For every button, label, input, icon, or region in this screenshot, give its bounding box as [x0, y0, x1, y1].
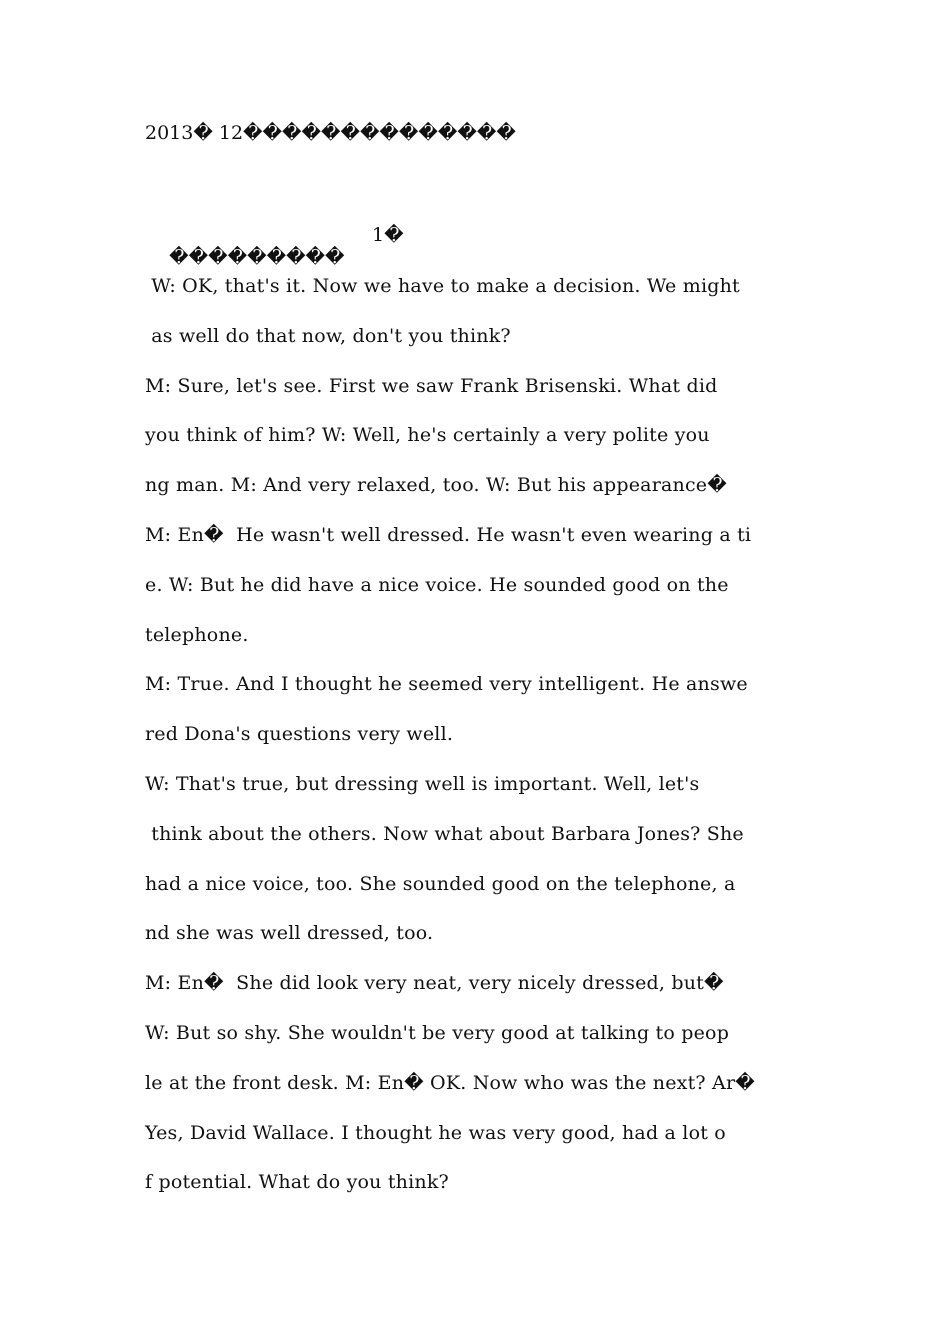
document-heading: 2013� 12�������������� [145, 122, 516, 144]
transcript-line: f potential. What do you think? [145, 1171, 449, 1194]
transcript-line: M: En� She did look very neat, very nicely dressed, but� [145, 972, 724, 995]
transcript-line: W: But so shy. She wouldn't be very good at talking to peop [145, 1021, 730, 1044]
transcript-line: red Dona's questions very well. [145, 723, 454, 746]
transcript-line: had a nice voice, too. She sounded good on the telephone, a [145, 872, 736, 895]
transcript-line: Yes, David Wallace. I thought he was very good, had a lot o [145, 1121, 726, 1144]
transcript-line: telephone. [145, 623, 249, 646]
section-number: 1� [372, 224, 404, 246]
transcript-line: le at the front desk. M: En� OK. Now who was the next? Ar� [145, 1071, 755, 1094]
transcript-line: as well do that now, don't you think? [145, 324, 511, 347]
transcript-line: think about the others. Now what about Barbara Jones? She [145, 822, 744, 845]
transcript-line: M: Sure, let's see. First we saw Frank Brisenski. What did [145, 374, 718, 397]
transcript-line: nd she was well dressed, too. [145, 922, 434, 945]
transcript-body [145, 273, 815, 1219]
transcript-line: you think of him? W: Well, he's certainly a very polite you [145, 424, 710, 447]
transcript-line: W: OK, that's it. Now we have to make a decision. We might [145, 275, 740, 297]
transcript-line: ng man. M: And very relaxed, too. W: But his appearance� [145, 474, 727, 497]
transcript-line: M: En� He wasn't well dressed. He wasn't even wearing a ti [145, 523, 752, 546]
transcript-line: M: True. And I thought he seemed very intelligent. He answe [145, 673, 748, 696]
transcript-line: e. W: But he did have a nice voice. He sounded good on the [145, 573, 729, 596]
section-label: ��������� [169, 246, 345, 268]
transcript-line: W: That's true, but dressing well is important. Well, let's [145, 772, 700, 795]
